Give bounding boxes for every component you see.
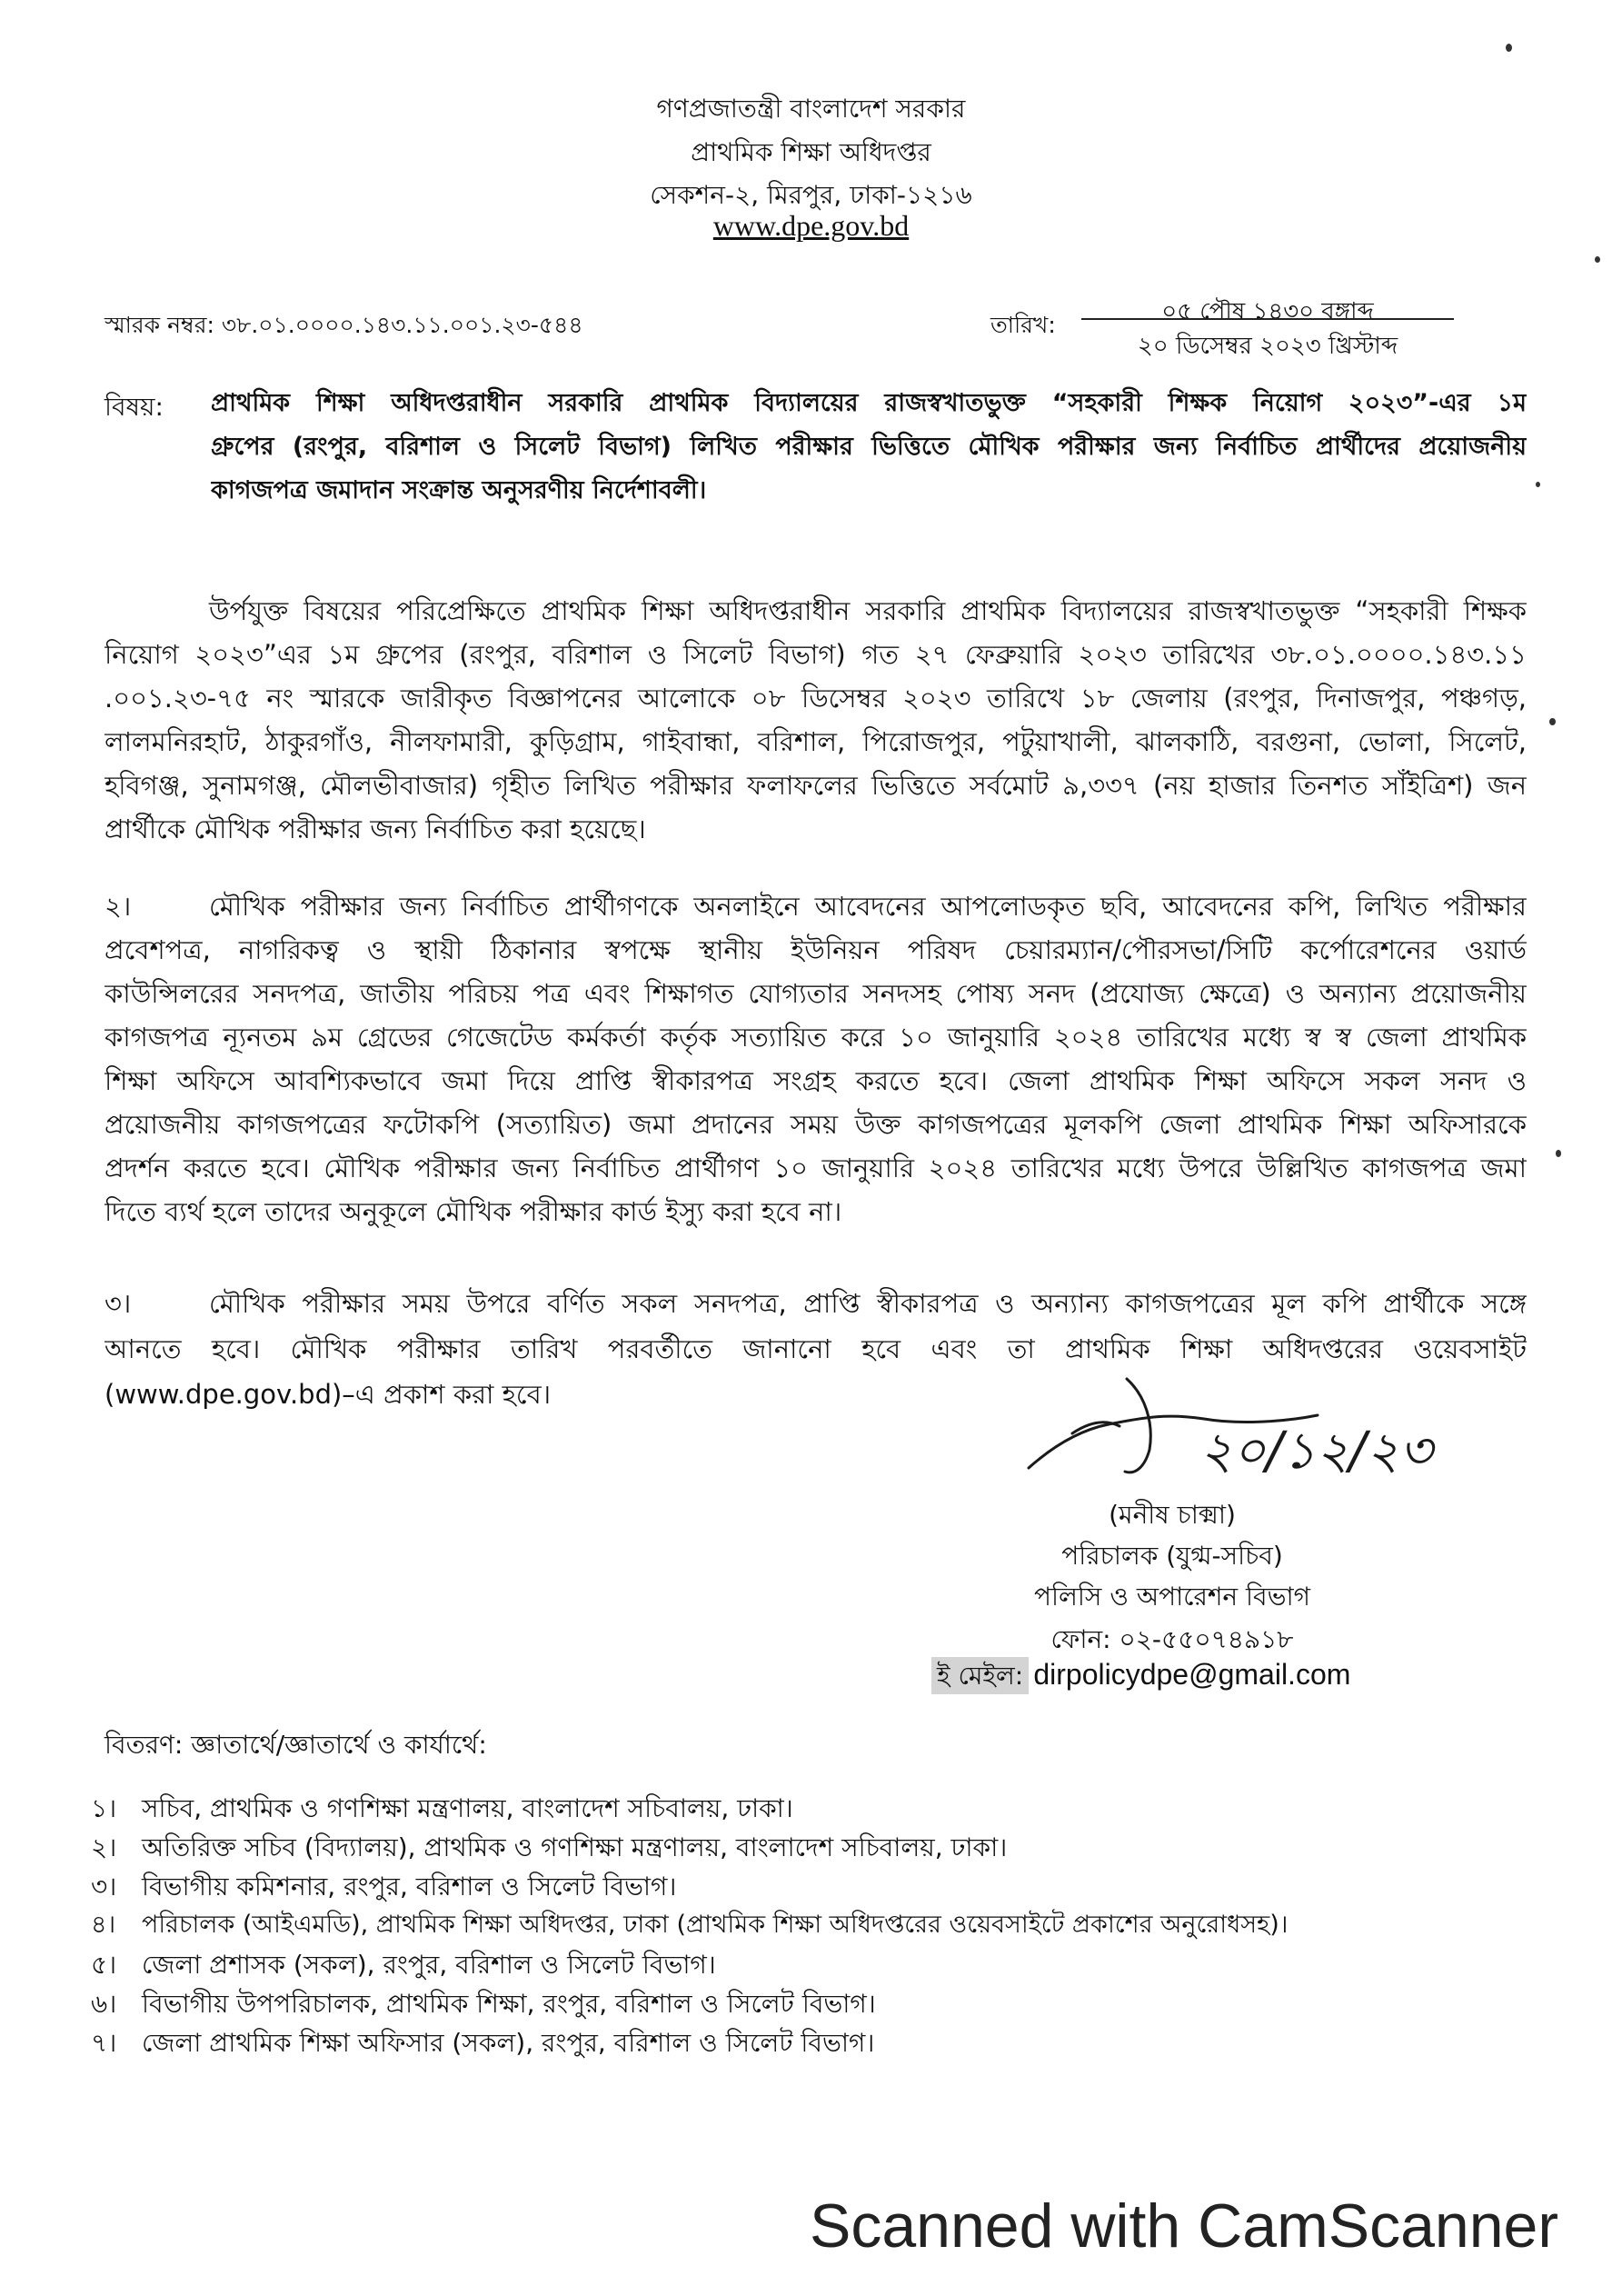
list-item: ১। সচিব, প্রাথমিক ও গণশিক্ষা মন্ত্রণালয়, বাংলাদেশ সচিবালয়, ঢাকা। (91, 1793, 793, 1823)
memo-label: স্মারক নম্বর: (104, 312, 214, 338)
scanner-watermark: Scanned with CamScanner (809, 2191, 1558, 2261)
signature-date: ২০/১২/২৩ (1199, 1422, 1433, 1481)
scan-speck (1536, 482, 1540, 487)
signatory-email (931, 1656, 1350, 1699)
subject-label: বিষয়: (104, 392, 164, 422)
handwritten-signature (1018, 1359, 1554, 1495)
memo-number-value: ৩৮.০১.০০০০.১৪৩.১১.০০১.২৩-৫৪৪ (221, 312, 583, 338)
paragraph-line: প্রার্থীকে মৌখিক পরীক্ষার জন্য নির্বাচিত করা হয়েছে। (104, 814, 646, 844)
paragraph-line: লালমনিরহাট, ঠাকুরগাঁও, নীলফামারী, কুড়িগ্রাম, গাইবান্ধা, বরিশাল, পিরোজপুর, পটুয়াখালী, ঝালকাঠি, বরগুনা, ভোলা, সিলেট, (104, 726, 1527, 757)
subject-text (211, 384, 1527, 515)
subject-line: গ্রুপের (রংপুর, বরিশাল ও সিলেট বিভাগ) লিখিত পরীক্ষার ভিত্তিতে মৌখিক পরীক্ষার জন্য নির্বাচিত প্রার্থীদের প্রয়োজনীয় (211, 433, 1527, 461)
list-item: ৬। বিভাগীয় উপপরিচালক, প্রাথমিক শিক্ষা, রংপুর, বরিশাল ও সিলেট বিভাগ। (91, 1989, 876, 2019)
date-label: তারিখ: (990, 312, 1056, 338)
paragraph-line: নিয়োগ ২০২৩”এর ১ম গ্রুপের (রংপুর, বরিশাল ও সিলেট বিভাগ) গত ২৭ ফেব্রুয়ারি ২০২৩ তারিখের ৩৮.০১.০০০০.১৪৩.১১ (104, 639, 1527, 670)
list-item: ২। অতিরিক্ত সচিব (বিদ্যালয়), প্রাথমিক ও গণশিক্ষা মন্ত্রণালয়, বাংলাদেশ সচিবালয়, ঢাকা। (91, 1832, 1008, 1862)
paragraph-2 (104, 886, 1527, 1235)
header-address: সেকশন-২, মিরপুর, ঢাকা-১২১৬ (650, 180, 972, 210)
email-label: ই মেইল: (931, 1657, 1029, 1694)
header-government: গণপ্রজাতন্ত্রী বাংলাদেশ সরকার (656, 94, 966, 124)
paragraph-line: মৌখিক পরীক্ষার সময় উপরে বর্ণিত সকল সনদপত্র, প্রাপ্তি স্বীকারপত্র ও অন্যান্য কাগজপত্রের মূল কপি প্রার্থীকে সঙ্গে (209, 1288, 1527, 1319)
paragraph-line: কাগজপত্র ন্যূনতম ৯ম গ্রেডের গেজেটেড কর্মকর্তা কর্তৃক সত্যায়িত করে ১০ জানুয়ারি ২০২৪ তারিখের মধ্যে স্ব স্ব জেলা প্রাথমিক (104, 1022, 1527, 1053)
paragraph-line: প্রয়োজনীয় কাগজপত্রের ফটোকপি (সত্যায়িত) জমা প্রদানের সময় উক্ত কাগজপত্রের মূলকপি জেলা প্রাথমিক শিক্ষা অফিসারকে (104, 1109, 1527, 1140)
paragraph-line: (www.dpe.gov.bd)–এ প্রকাশ করা হবে। (104, 1379, 552, 1410)
paragraph-line: উর্পযুক্ত বিষয়ের পরিপ্রেক্ষিতে প্রাথমিক শিক্ষা অধিদপ্তরাধীন সরকারি প্রাথমিক বিদ্যালয়ের রাজস্বখাতভুক্ত “সহকারী শিক্ষক (209, 595, 1527, 626)
paragraph-line: শিক্ষা অফিসে আবশ্যিকভাবে জমা দিয়ে প্রাপ্তি স্বীকারপত্র সংগ্রহ করতে হবে। জেলা প্রাথমিক শিক্ষা অফিসে সকল সনদ ও (104, 1065, 1527, 1096)
scan-speck (1595, 256, 1600, 263)
scan-speck (1556, 1150, 1561, 1157)
date-english: ২০ ডিসেম্বর ২০২৩ খ্রিস্টাব্দ (1137, 333, 1398, 360)
paragraph-line: কাউন্সিলরের সনদপত্র, জাতীয় পরিচয় পত্র এবং শিক্ষাগত যোগ্যতার সনদসহ পোষ্য সনদ (প্রযোজ্য ক্ষেত্রে) ও অন্যান্য প্রয়োজনীয় (104, 978, 1527, 1009)
distribution-list (91, 1789, 1288, 2062)
signatory-division: পলিসি ও অপারেশন বিভাগ (1034, 1582, 1310, 1612)
paragraph-2-number: ২। (104, 891, 132, 922)
paragraph-line: আনতে হবে। মৌখিক পরীক্ষার তারিখ পরবর্তীতে জানানো হবে এবং তা প্রাথমিক শিক্ষা অধিদপ্তরের ওয়েবসাইট (104, 1333, 1527, 1364)
paragraph-line: দিতে ব্যর্থ হলে তাদের অনুকূলে মৌখিক পরীক্ষার কার্ড ইস্যু করা হবে না। (104, 1196, 842, 1227)
header-website-link[interactable]: www.dpe.gov.bd (712, 209, 910, 242)
header-department: প্রাথমিক শিক্ষা অধিদপ্তর (691, 137, 931, 167)
distribution-title: বিতরণ: জ্ঞাতার্থে/জ্ঞাতার্থে ও কার্যার্থে: (104, 1730, 487, 1760)
paragraph-3-number: ৩। (104, 1288, 132, 1319)
signatory-name: (মনীষ চাক্মা) (1109, 1500, 1236, 1530)
date-divider (1081, 318, 1454, 320)
email-address[interactable]: dirpolicydpe@gmail.com (1033, 1658, 1351, 1691)
paragraph-1 (104, 591, 1527, 853)
list-item: ৫। জেলা প্রশাসক (সকল), রংপুর, বরিশাল ও সিলেট বিভাগ। (91, 1950, 716, 1980)
signatory-designation: পরিচালক (যুগ্ম-সচিব) (1061, 1541, 1283, 1571)
scan-speck (1506, 44, 1512, 52)
paragraph-line: .০০১.২৩-৭৫ নং স্মারকে জারীকৃত বিজ্ঞাপনের আলোকে ০৮ ডিসেম্বর ২০২৩ তারিখে ১৮ জেলায় (রংপুর, দিনাজপুর, পঞ্চগড়, (104, 683, 1527, 714)
date-bangla: ০৫ পৌষ ১৪৩০ বঙ্গাব্দ (1161, 298, 1374, 325)
subject-line: প্রাথমিক শিক্ষা অধিদপ্তরাধীন সরকারি প্রাথমিক বিদ্যালয়ের রাজস্বখাতভুক্ত “সহকারী শিক্ষক নিয়োগ ২০২৩”-এর ১ম (211, 389, 1527, 417)
paragraph-line: মৌখিক পরীক্ষার জন্য নির্বাচিত প্রার্থীগণকে অনলাইনে আবেদনের আপলোডকৃত ছবি, আবেদনের কপি, লিখিত পরীক্ষার (209, 891, 1527, 922)
list-item: ৪। পরিচালক (আইএমডি), প্রাথমিক শিক্ষা অধিদপ্তর, ঢাকা (প্রাথমিক শিক্ষা অধিদপ্তরের ওয়েবসাইটে প্রকাশের অনুরোধসহ)। (91, 1911, 1289, 1939)
list-item: ৭। জেলা প্রাথমিক শিক্ষা অফিসার (সকল), রংপুর, বরিশাল ও সিলেট বিভাগ। (91, 2028, 875, 2058)
paragraph-line: হবিগঞ্জ, সুনামগঞ্জ, মৌলভীবাজার) গৃহীত লিখিত পরীক্ষার ফলাফলের ভিত্তিতে সর্বমোট ৯,৩৩৭ (নয় হাজার তিনশত সাঁইত্রিশ) জন (104, 770, 1527, 801)
memo-number (104, 307, 583, 346)
subject-line: কাগজপত্র জমাদান সংক্রান্ত অনুসরণীয় নির্দেশাবলী। (211, 476, 707, 504)
paragraph-line: প্রবেশপত্র, নাগরিকত্ব ও স্থায়ী ঠিকানার স্বপক্ষে স্থানীয় ইউনিয়ন পরিষদ চেয়ারম্যান/পৌরসভা/সিটি কর্পোরেশনের ওয়ার্ড (104, 934, 1527, 965)
scan-speck (1549, 718, 1556, 725)
list-item: ৩। বিভাগীয় কমিশনার, রংপুর, বরিশাল ও সিলেট বিভাগ। (91, 1872, 677, 1902)
paragraph-line: প্রদর্শন করতে হবে। মৌখিক পরীক্ষার জন্য নির্বাচিত প্রার্থীগণ ১০ জানুয়ারি ২০২৪ তারিখের মধ্যে উপরে উল্লিখিত কাগজপত্র জমা (104, 1153, 1527, 1183)
signatory-phone: ফোন: ০২-৫৫০৭৪৯১৮ (1050, 1624, 1294, 1654)
